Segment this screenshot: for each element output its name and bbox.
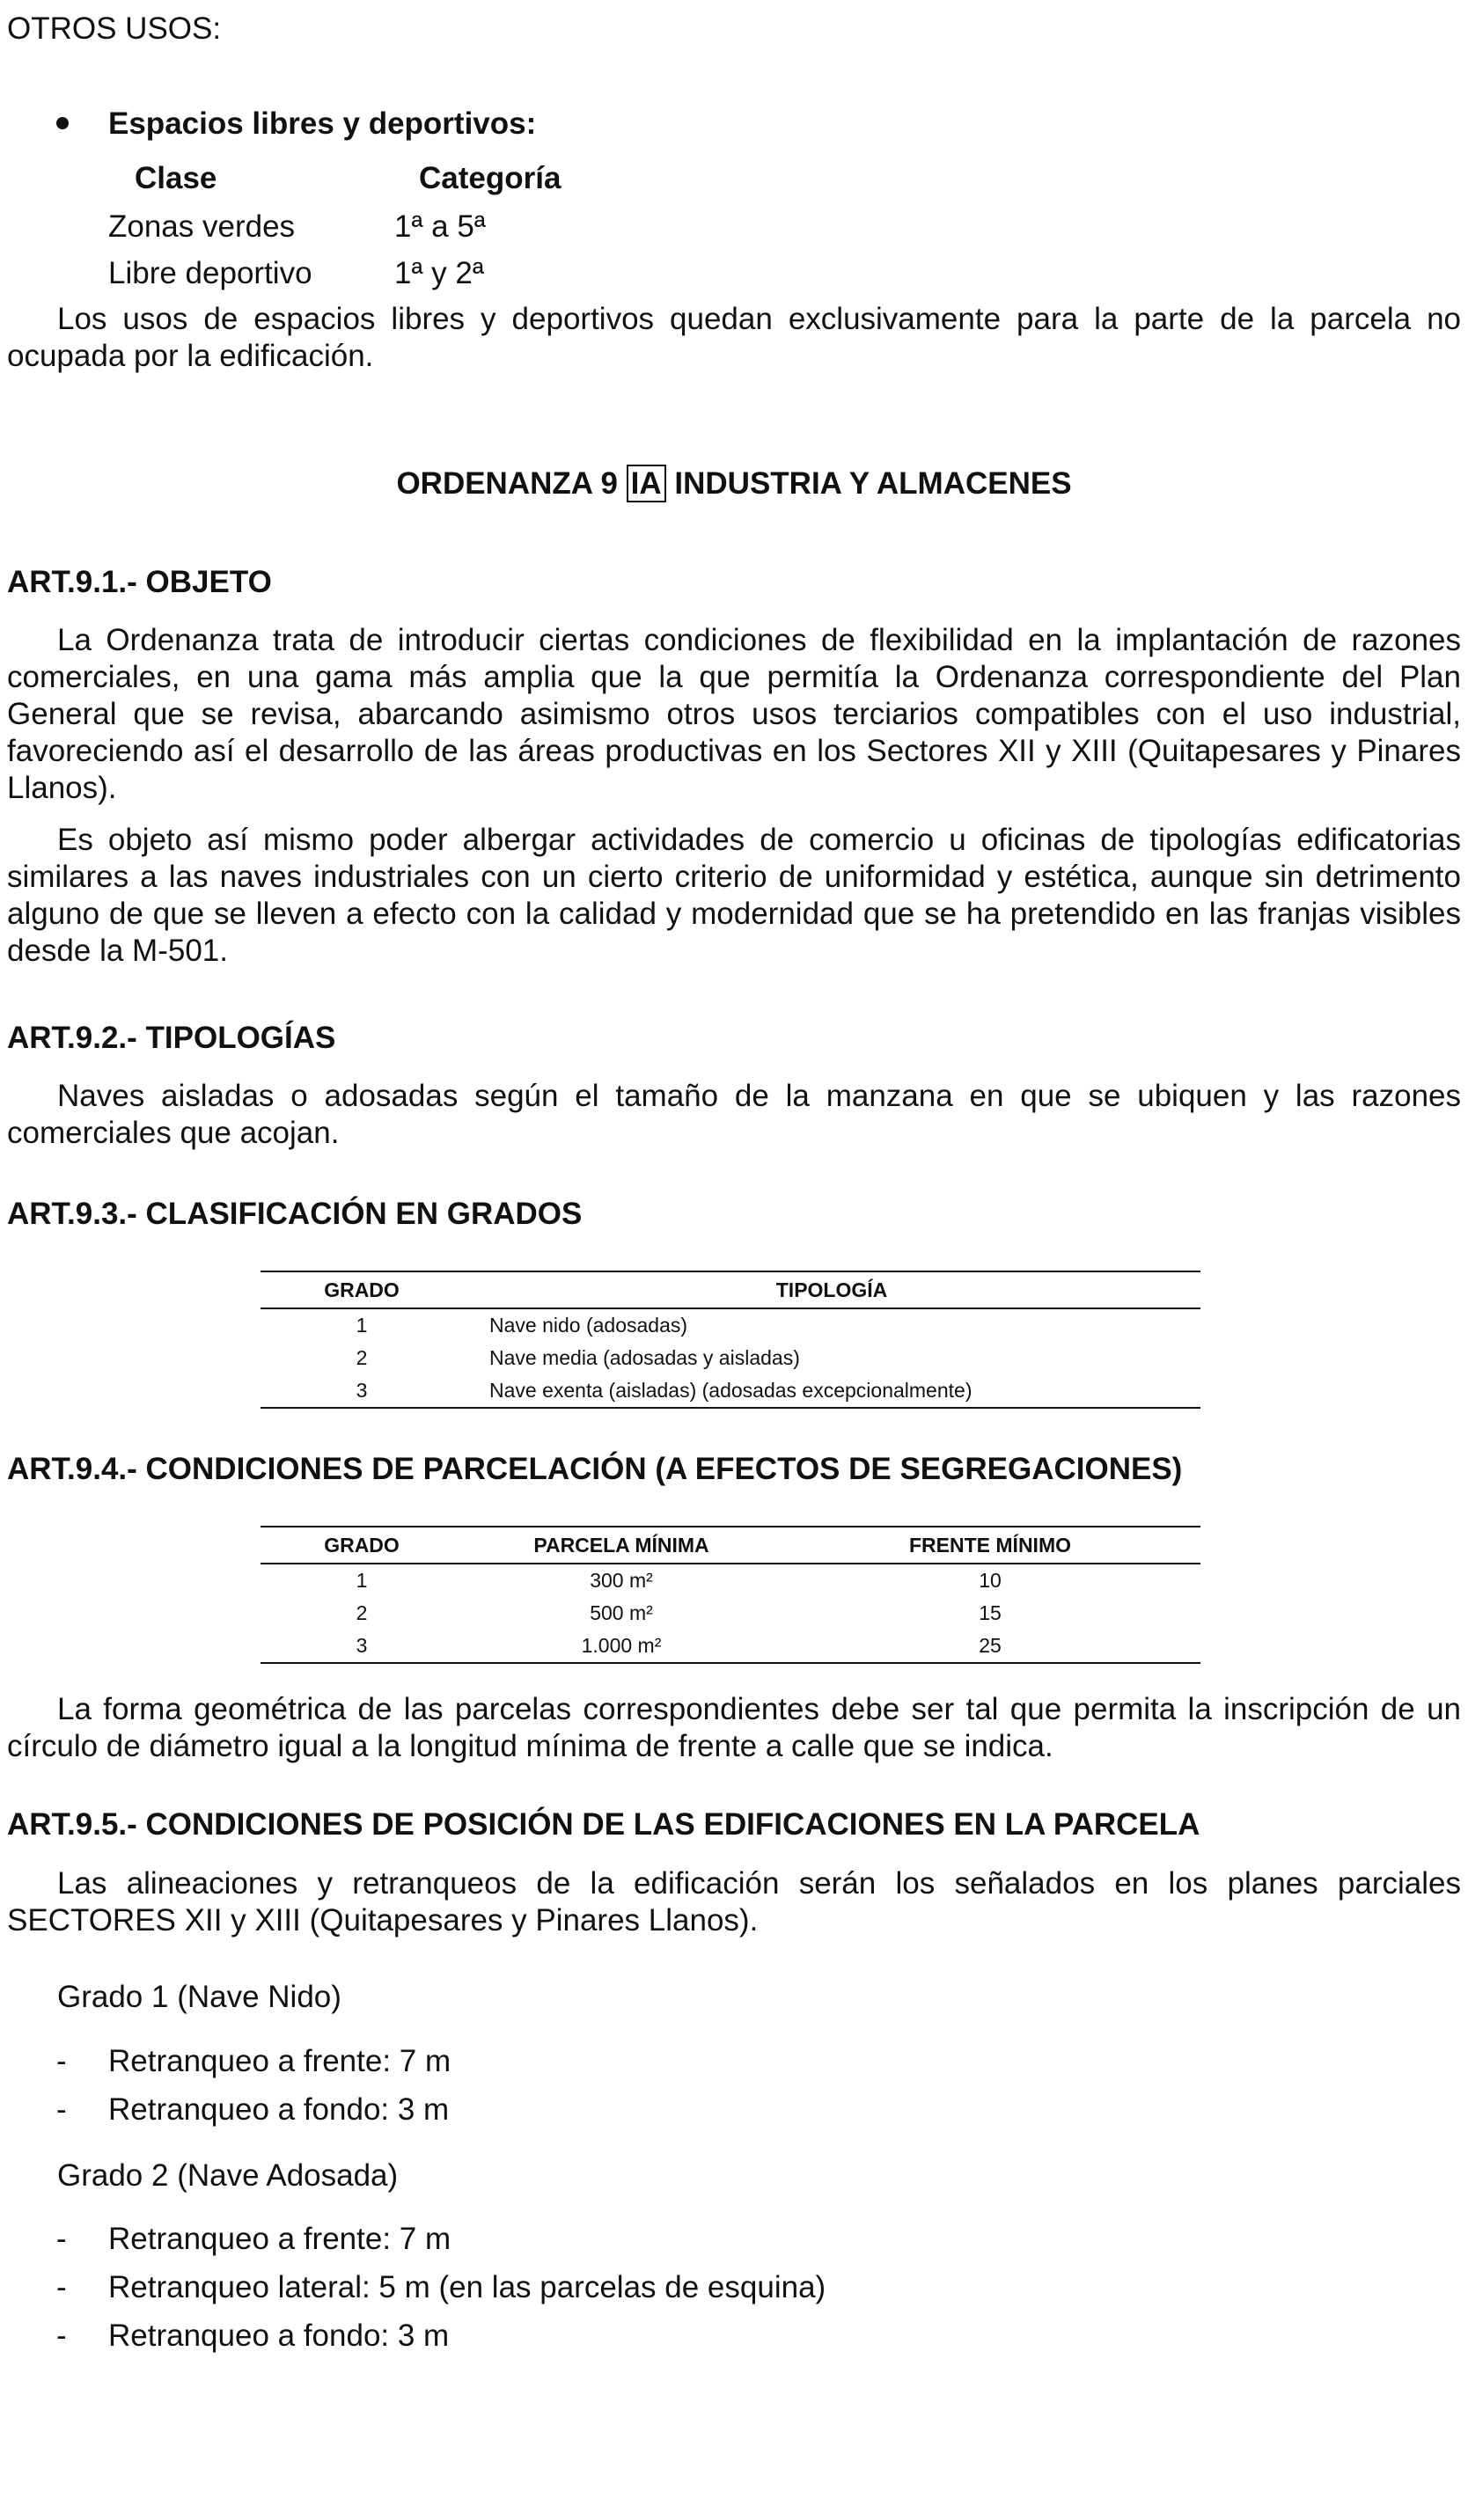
list-item: Retranqueo a frente: 7 m xyxy=(108,2044,451,2078)
art95-paragraph: Las alineaciones y retranqueos de la edificación serán los señalados en los planes parciales SECTORES XII y XIII (Quitapesares y Pinares Llanos). xyxy=(7,1866,1461,1938)
tipologia-cell: Nave media (adosadas y aisladas) xyxy=(489,1346,800,1369)
art91-paragraph: Es objeto así mismo poder albergar actividades de comercio u oficinas de tipologías edificatorias similares a las naves industriales con un cierto criterio de uniformidad y estética, aunque sin detrimento alguno de que se lleven a efecto con la calidad y modernidad que se ha pretendido en las franjas visibles desde la M-501. xyxy=(7,823,1461,968)
art93-heading: ART.9.3.- CLASIFICACIÓN EN GRADOS xyxy=(7,1197,583,1231)
clase-cell: Zonas verdes xyxy=(108,209,296,244)
otros-usos-label: OTROS USOS: xyxy=(7,11,222,46)
art92-heading: ART.9.2.- TIPOLOGÍAS xyxy=(7,1021,336,1055)
art94-heading: ART.9.4.- CONDICIONES DE PARCELACIÓN (A EFECTOS DE SEGREGACIONES) xyxy=(7,1452,1183,1486)
grado-cell: 1 xyxy=(356,1569,368,1592)
categoria-cell: 1ª a 5ª xyxy=(394,209,486,244)
list-item: Retranqueo a fondo: 3 m xyxy=(108,2092,450,2127)
grados-table xyxy=(261,1271,1200,1409)
list-item: Retranqueo lateral: 5 m (en las parcelas de esquina) xyxy=(108,2270,826,2304)
art91-heading: ART.9.1.- OBJETO xyxy=(7,565,272,599)
table-row xyxy=(261,1342,1200,1374)
espacios-title: Espacios libres y deportivos: xyxy=(108,106,537,141)
parcelacion-table xyxy=(261,1526,1200,1664)
art91-paragraph: La Ordenanza trata de introducir ciertas condiciones de flexibilidad en la implantación de razones comerciales, en una gama más amplia que la que permitía la Ordenanza correspondiente del Plan General que se revisa, abarcando asimismo otros usos terciarios compatibles con el uso industrial, favoreciendo así el desarrollo de las áreas productivas en los Sectores XII y XIII (Quitapesares y Pinares Llanos). xyxy=(7,623,1461,805)
parcela-cell: 300 m² xyxy=(590,1569,653,1592)
grado-cell: 2 xyxy=(356,1346,368,1369)
art95-heading: ART.9.5.- CONDICIONES DE POSICIÓN DE LAS EDIFICACIONES EN LA PARCELA xyxy=(7,1807,1200,1842)
col-grado: GRADO xyxy=(261,1271,463,1308)
table-row xyxy=(261,1564,1200,1597)
ordenanza-title xyxy=(7,466,1461,502)
dash-icon: - xyxy=(56,2222,67,2256)
table-row xyxy=(261,1630,1200,1663)
bullet-icon xyxy=(56,117,69,129)
art92-paragraph: Naves aisladas o adosadas según el tamaño de la manzana en que se ubiquen y las razones comerciales que acojan. xyxy=(7,1079,1461,1150)
art94-paragraph: La forma geométrica de las parcelas correspondientes debe ser tal que permita la inscripción de un círculo de diámetro igual a la longitud mínima de frente a calle que se indica. xyxy=(7,1692,1461,1763)
espacios-note: Los usos de espacios libres y deportivos quedan exclusivamente para la parte de la parcela no ocupada por la edificación. xyxy=(7,302,1461,373)
col-parcela: PARCELA MÍNIMA xyxy=(463,1527,780,1564)
frente-cell: 10 xyxy=(979,1569,1002,1592)
categoria-cell: 1ª y 2ª xyxy=(394,256,484,290)
grado2-title: Grado 2 (Nave Adosada) xyxy=(57,2158,399,2193)
dash-icon: - xyxy=(56,2044,67,2078)
frente-cell: 25 xyxy=(780,1630,1200,1663)
grado-cell: 3 xyxy=(261,1630,463,1663)
table-header-row xyxy=(261,1271,1200,1308)
table-row xyxy=(261,1308,1200,1342)
clase-header: Clase xyxy=(135,161,217,195)
grado-cell: 3 xyxy=(261,1374,463,1408)
parcela-cell: 1.000 m² xyxy=(463,1630,780,1663)
list-item: Retranqueo a frente: 7 m xyxy=(108,2222,451,2256)
grado1-title: Grado 1 (Nave Nido) xyxy=(57,1980,341,2014)
col-tipologia: TIPOLOGÍA xyxy=(463,1271,1200,1308)
tipologia-cell: Nave nido (adosadas) xyxy=(489,1314,688,1337)
grado-cell: 2 xyxy=(356,1601,368,1624)
ordenanza-code: IA xyxy=(627,465,666,502)
table-header-row xyxy=(261,1527,1200,1564)
dash-icon: - xyxy=(56,2319,67,2353)
table-row xyxy=(261,1597,1200,1630)
col-grado: GRADO xyxy=(261,1527,463,1564)
table-row xyxy=(261,1374,1200,1408)
clase-cell: Libre deportivo xyxy=(108,256,312,290)
categoria-header: Categoría xyxy=(419,161,562,195)
dash-icon: - xyxy=(56,2092,67,2127)
ordenanza-prefix: ORDENANZA 9 xyxy=(396,466,618,501)
ordenanza-suffix: INDUSTRIA Y ALMACENES xyxy=(674,466,1072,501)
dash-icon: - xyxy=(56,2270,67,2304)
parcela-cell: 500 m² xyxy=(590,1601,653,1624)
grado-cell: 1 xyxy=(356,1314,368,1337)
frente-cell: 15 xyxy=(979,1601,1002,1624)
list-item: Retranqueo a fondo: 3 m xyxy=(108,2319,450,2353)
tipologia-cell: Nave exenta (aisladas) (adosadas excepcionalmente) xyxy=(463,1374,1200,1408)
col-frente: FRENTE MÍNIMO xyxy=(780,1527,1200,1564)
